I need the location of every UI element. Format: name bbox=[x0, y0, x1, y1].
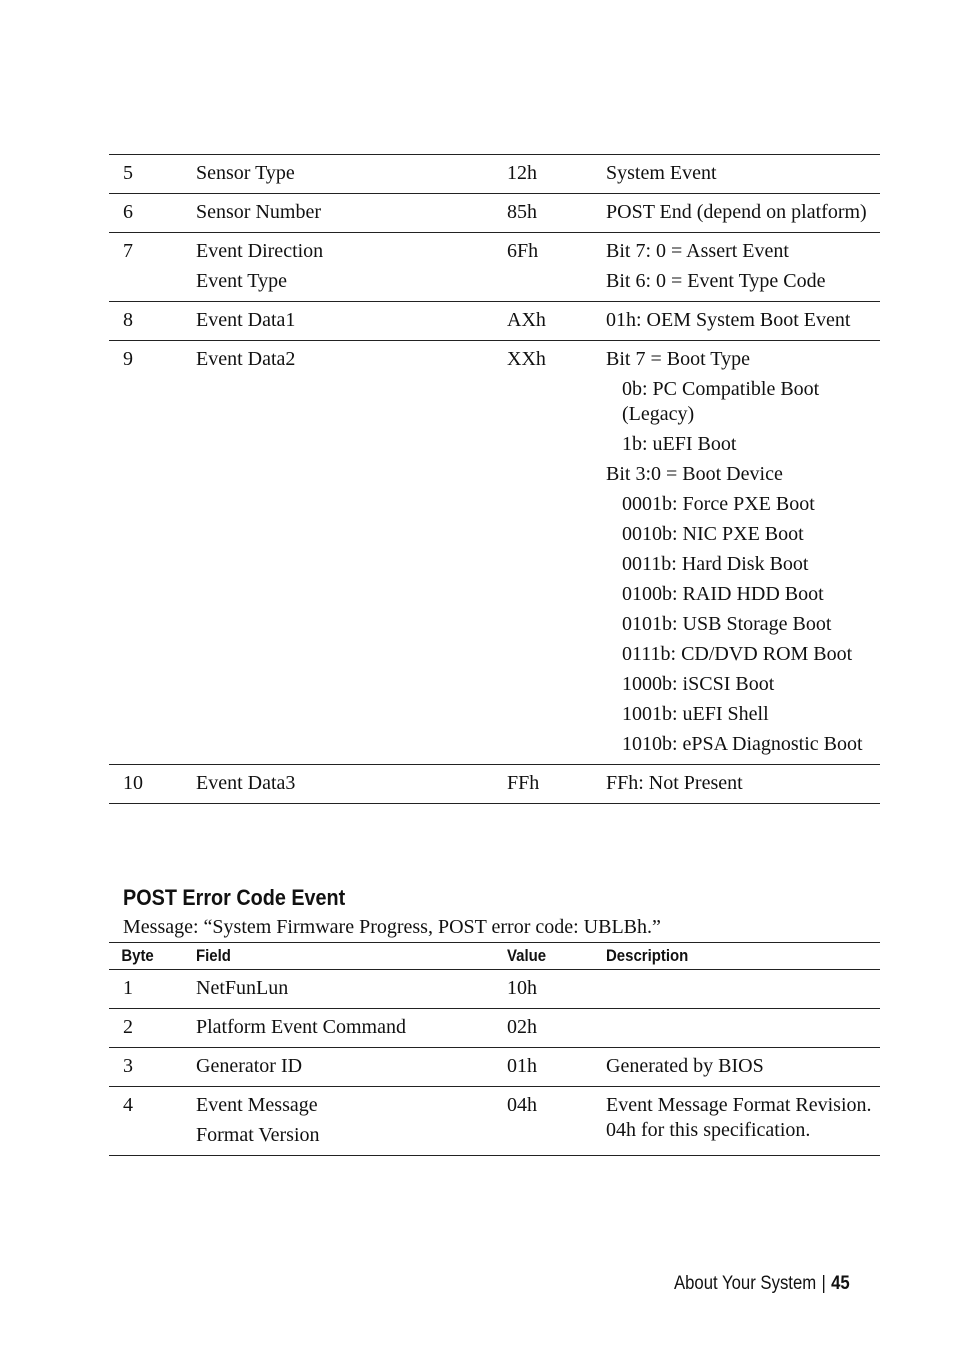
field-line: Event Message bbox=[196, 1094, 318, 1116]
table-row bbox=[109, 233, 880, 302]
description-line: 0111b: CD/DVD ROM Boot bbox=[622, 643, 853, 665]
cell-description bbox=[606, 341, 880, 765]
post-error-code-table bbox=[109, 942, 880, 1156]
cell-value: FFh bbox=[507, 765, 606, 804]
cell-field bbox=[196, 1048, 507, 1087]
cell-value: 01h bbox=[507, 1048, 606, 1087]
description-line: 01h: OEM System Boot Event bbox=[606, 309, 851, 331]
cell-value: 12h bbox=[507, 155, 606, 194]
cell-description bbox=[606, 1087, 880, 1156]
cell-description bbox=[606, 302, 880, 341]
description-line: 0100b: RAID HDD Boot bbox=[622, 583, 824, 605]
cell-value: AXh bbox=[507, 302, 606, 341]
cell-field bbox=[196, 302, 507, 341]
table-row bbox=[109, 302, 880, 341]
cell-byte: 3 bbox=[109, 1048, 196, 1087]
cell-byte: 8 bbox=[109, 302, 196, 341]
cell-value: 04h bbox=[507, 1087, 606, 1156]
table-row bbox=[109, 765, 880, 804]
table-row bbox=[109, 155, 880, 194]
cell-field bbox=[196, 341, 507, 765]
cell-value: 85h bbox=[507, 194, 606, 233]
description-line: FFh: Not Present bbox=[606, 772, 743, 794]
cell-byte: 10 bbox=[109, 765, 196, 804]
table-row bbox=[109, 1009, 880, 1048]
description-line: Bit 3:0 = Boot Device bbox=[606, 463, 783, 485]
table-header-row bbox=[109, 943, 880, 970]
description-line: Generated by BIOS bbox=[606, 1055, 764, 1077]
table-row bbox=[109, 1087, 880, 1156]
description-line: 0010b: NIC PXE Boot bbox=[622, 523, 804, 545]
cell-field bbox=[196, 1087, 507, 1156]
field-line: Sensor Type bbox=[196, 162, 295, 184]
cell-description bbox=[606, 155, 880, 194]
table-row bbox=[109, 1048, 880, 1087]
cell-description bbox=[606, 233, 880, 302]
cell-description bbox=[606, 194, 880, 233]
header-value: Value bbox=[507, 943, 594, 970]
description-line: 0011b: Hard Disk Boot bbox=[622, 553, 809, 575]
description-line: Bit 7 = Boot Type bbox=[606, 348, 750, 370]
cell-byte: 4 bbox=[109, 1087, 196, 1156]
cell-byte: 7 bbox=[109, 233, 196, 302]
cell-byte: 6 bbox=[109, 194, 196, 233]
field-line: Event Type bbox=[196, 270, 287, 292]
field-line: Sensor Number bbox=[196, 201, 321, 223]
footer-separator: | bbox=[821, 1273, 827, 1294]
field-line: Event Data2 bbox=[196, 348, 296, 370]
field-line: Generator ID bbox=[196, 1055, 303, 1077]
description-line: 1010b: ePSA Diagnostic Boot bbox=[622, 733, 863, 755]
description-line: Bit 6: 0 = Event Type Code bbox=[606, 270, 826, 292]
header-field: Field bbox=[196, 943, 470, 970]
description-line: Event Message Format Revision. 04h for this specification. bbox=[606, 1094, 872, 1141]
field-line: Event Direction bbox=[196, 240, 324, 262]
field-line: Event Data1 bbox=[196, 309, 296, 331]
event-data-table bbox=[109, 154, 880, 804]
description-line: 1000b: iSCSI Boot bbox=[622, 673, 775, 695]
table-row bbox=[109, 341, 880, 765]
field-line: Platform Event Command bbox=[196, 1016, 406, 1038]
field-line: Event Data3 bbox=[196, 772, 296, 794]
cell-byte: 9 bbox=[109, 341, 196, 765]
cell-field bbox=[196, 194, 507, 233]
description-line: System Event bbox=[606, 162, 717, 184]
description-line: 0b: PC Compatible Boot (Legacy) bbox=[622, 378, 820, 425]
description-line: Bit 7: 0 = Assert Event bbox=[606, 240, 789, 262]
cell-field bbox=[196, 155, 507, 194]
cell-value: 02h bbox=[507, 1009, 606, 1048]
cell-description bbox=[606, 1048, 880, 1087]
section-title: POST Error Code Event bbox=[123, 885, 346, 910]
footer-chapter: About Your System bbox=[674, 1273, 817, 1294]
cell-value: 10h bbox=[507, 970, 606, 1009]
table-row bbox=[109, 970, 880, 1009]
field-line: NetFunLun bbox=[196, 977, 289, 999]
cell-byte: 1 bbox=[109, 970, 196, 1009]
page-number: 45 bbox=[831, 1273, 850, 1294]
page-footer bbox=[674, 1272, 850, 1296]
cell-description bbox=[606, 765, 880, 804]
header-byte: Byte bbox=[109, 943, 186, 970]
table-row bbox=[109, 194, 880, 233]
cell-byte: 5 bbox=[109, 155, 196, 194]
cell-byte: 2 bbox=[109, 1009, 196, 1048]
description-line: 1001b: uEFI Shell bbox=[622, 703, 769, 725]
cell-value: XXh bbox=[507, 341, 606, 765]
cell-field bbox=[196, 765, 507, 804]
description-line: 1b: uEFI Boot bbox=[622, 433, 737, 455]
cell-description bbox=[606, 970, 880, 1009]
cell-field bbox=[196, 970, 507, 1009]
description-line: 0101b: USB Storage Boot bbox=[622, 613, 832, 635]
cell-field bbox=[196, 1009, 507, 1048]
section-message: Message: “System Firmware Progress, POST error code: UBLBh.” bbox=[123, 916, 661, 938]
description-line: 0001b: Force PXE Boot bbox=[622, 493, 815, 515]
header-description: Description bbox=[606, 943, 847, 970]
cell-field bbox=[196, 233, 507, 302]
cell-description bbox=[606, 1009, 880, 1048]
cell-value: 6Fh bbox=[507, 233, 606, 302]
description-line: POST End (depend on platform) bbox=[606, 201, 867, 223]
field-line: Format Version bbox=[196, 1124, 320, 1146]
